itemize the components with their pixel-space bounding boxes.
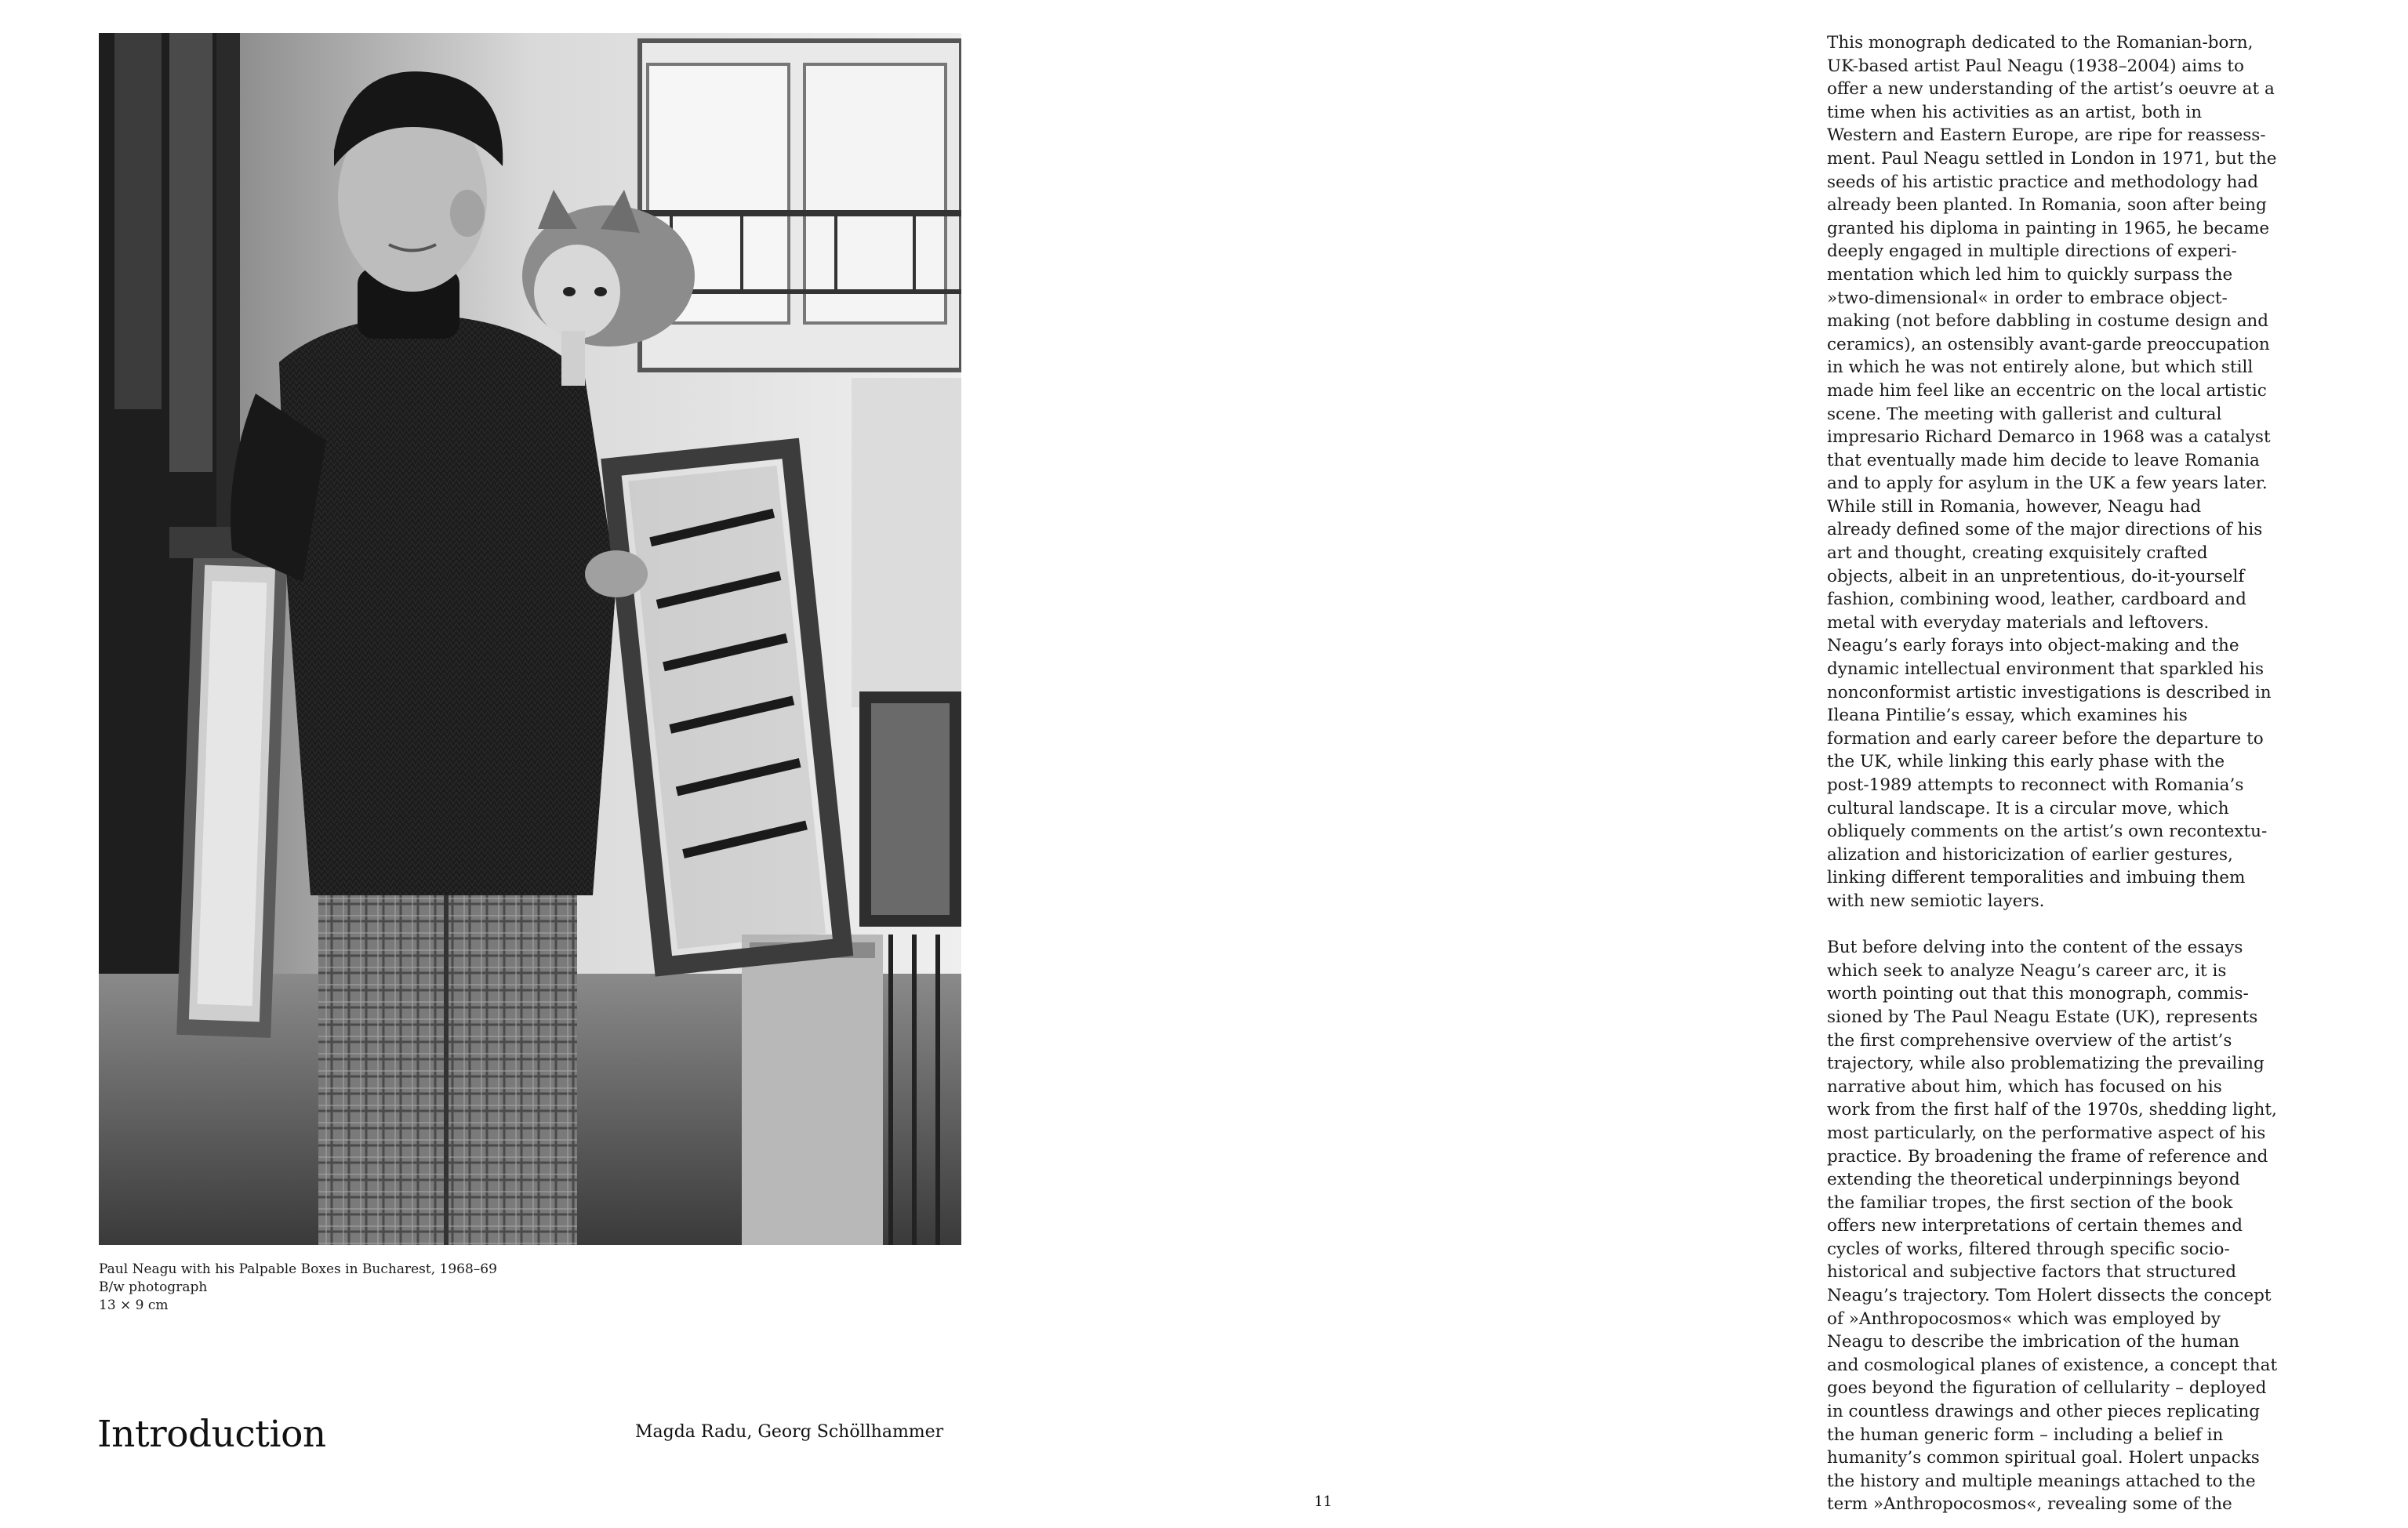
body-line: and cosmological planes of existence, a concept that [1827, 1355, 2278, 1375]
body-line: Western and Eastern Europe, are ripe for reassess- [1827, 125, 2266, 146]
body-line: offer a new understanding of the artist’s oeuvre at a [1827, 79, 2275, 100]
body-line: narrative about him, which has focused on his [1827, 1076, 2222, 1097]
body-line: goes beyond the figuration of cellularity – deployed [1827, 1378, 2267, 1399]
body-line: impresario Richard Demarco in 1968 was a catalyst [1827, 427, 2271, 448]
body-line: scene. The meeting with gallerist and cultural [1827, 404, 2222, 424]
body-line: the UK, while linking this early phase with the [1827, 752, 2225, 772]
body-line: most particularly, on the performative aspect of his [1827, 1123, 2266, 1143]
body-line: obliquely comments on the artist’s own recontextu- [1827, 822, 2268, 842]
body-line: the first comprehensive overview of the artist’s [1827, 1030, 2232, 1051]
body-line: which seek to analyze Neagu’s career arc, it is [1827, 960, 2227, 981]
body-line: cultural landscape. It is a circular move, which [1827, 798, 2229, 818]
body-line: of »Anthropocosmos« which was employed by [1827, 1308, 2221, 1329]
section-authors: Magda Radu, Georg Schöllhammer [635, 1422, 944, 1442]
page-number: 11 [1314, 1494, 1332, 1510]
body-line: making (not before dabbling in costume design and [1827, 311, 2269, 332]
body-line: the familiar tropes, the first section of the book [1827, 1192, 2233, 1213]
body-line: ceramics), an ostensibly avant-garde preoccupation [1827, 334, 2270, 354]
photograph-image [99, 33, 961, 1245]
body-line: humanity’s common spiritual goal. Holert unpacks [1827, 1448, 2260, 1468]
body-line: in countless drawings and other pieces replicating [1827, 1402, 2261, 1422]
paragraph-2 [1827, 936, 2278, 1516]
body-line: dynamic intellectual environment that sparkled his [1827, 659, 2265, 680]
body-line: extending the theoretical underpinnings beyond [1827, 1170, 2240, 1190]
body-line: the history and multiple meanings attached to the [1827, 1471, 2256, 1491]
body-line: Neagu’s early forays into object-making and the [1827, 636, 2239, 656]
body-line: cycles of works, filtered through specific socio- [1827, 1239, 2230, 1259]
body-line: granted his diploma in painting in 1965, he became [1827, 218, 2270, 238]
body-line: trajectory, while also problematizing the prevailing [1827, 1054, 2265, 1074]
body-text [1827, 31, 2278, 1516]
body-line: post-1989 attempts to reconnect with Romania’s [1827, 775, 2244, 795]
body-line: alization and historicization of earlier gestures, [1827, 844, 2233, 865]
body-line: made him feel like an eccentric on the local artistic [1827, 380, 2267, 401]
caption-title: Paul Neagu with his Palpable Boxes in Bucharest, 1968–69 [99, 1261, 497, 1277]
body-line: Ileana Pintilie’s essay, which examines his [1827, 706, 2188, 726]
body-line: Neagu’s trajectory. Tom Holert dissects the concept [1827, 1286, 2272, 1306]
body-line: seeds of his artistic practice and methodology had [1827, 172, 2258, 192]
body-line: While still in Romania, however, Neagu had [1827, 496, 2202, 517]
body-line: in which he was not entirely alone, but which still [1827, 358, 2254, 378]
body-line: linking different temporalities and imbuing them [1827, 868, 2246, 888]
body-line: formation and early career before the departure to [1827, 728, 2264, 749]
neagu-photograph [99, 33, 961, 1245]
body-line: This monograph dedicated to the Romanian-born, [1827, 33, 2254, 53]
body-line: already defined some of the major directions of his [1827, 520, 2263, 540]
body-line: UK-based artist Paul Neagu (1938–2004) aims to [1827, 56, 2244, 76]
body-line: that eventually made him decide to leave Romania [1827, 450, 2260, 470]
body-line: practice. By broadening the frame of reference and [1827, 1146, 2268, 1167]
body-line: time when his activities as an artist, both in [1827, 102, 2203, 122]
body-line: worth pointing out that this monograph, commis- [1827, 984, 2249, 1004]
body-line: ment. Paul Neagu settled in London in 1971, but the [1827, 148, 2277, 169]
body-line: offers new interpretations of certain themes and [1827, 1216, 2243, 1236]
body-line: Neagu to describe the imbrication of the human [1827, 1332, 2240, 1352]
caption-dimensions: 13 × 9 cm [99, 1298, 169, 1313]
body-line: »two-dimensional« in order to embrace object- [1827, 288, 2228, 308]
body-line: and to apply for asylum in the UK a few years later. [1827, 474, 2268, 494]
body-line: mentation which led him to quickly surpass the [1827, 264, 2233, 285]
body-line: historical and subjective factors that structured [1827, 1262, 2237, 1283]
body-line: sioned by The Paul Neagu Estate (UK), represents [1827, 1007, 2258, 1027]
body-line: work from the first half of the 1970s, shedding light, [1827, 1100, 2277, 1120]
body-line: with new semiotic layers. [1827, 891, 2045, 911]
body-line: term »Anthropocosmos«, revealing some of the [1827, 1494, 2232, 1515]
body-line: nonconformist artistic investigations is described in [1827, 682, 2272, 702]
body-line: fashion, combining wood, leather, cardboard and [1827, 590, 2246, 610]
body-line: metal with everyday materials and leftovers. [1827, 612, 2210, 633]
paragraph-1 [1827, 31, 2277, 913]
section-title: Introduction [97, 1413, 326, 1456]
body-line: the human generic form – including a belief in [1827, 1425, 2224, 1445]
body-line: already been planted. In Romania, soon after being [1827, 195, 2267, 216]
body-line: art and thought, creating exquisitely crafted [1827, 543, 2208, 564]
body-line: But before delving into the content of the essays [1827, 938, 2243, 958]
photo-caption [99, 1261, 569, 1315]
caption-medium: B/w photograph [99, 1279, 208, 1295]
body-line: objects, albeit in an unpretentious, do-it-yourself [1827, 566, 2245, 586]
body-line: deeply engaged in multiple directions of experi- [1827, 241, 2237, 262]
